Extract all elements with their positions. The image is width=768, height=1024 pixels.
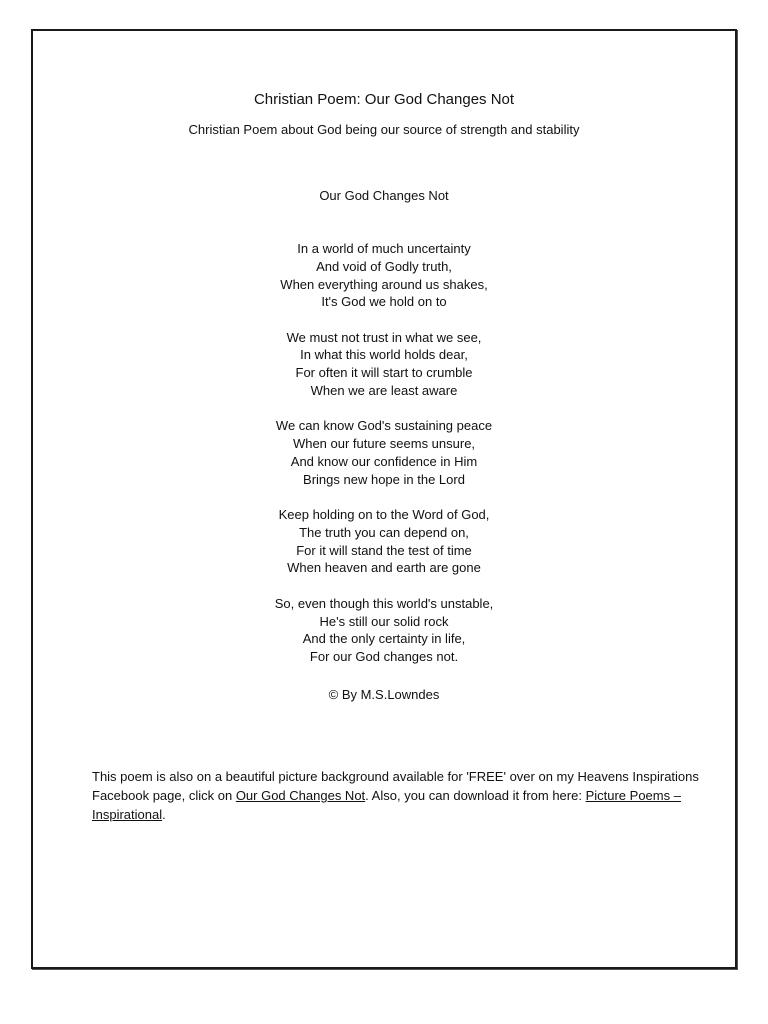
poem-line: For it will stand the test of time xyxy=(296,542,472,558)
poem-line: In what this world holds dear, xyxy=(300,347,468,363)
picture-poems-link[interactable]: Picture Poems – Inspirational xyxy=(92,788,681,822)
poem-line: So, even though this world's unstable, xyxy=(274,595,494,611)
stanza xyxy=(33,417,735,488)
stanza xyxy=(33,506,735,577)
poem-line: And know our confidence in Him xyxy=(290,453,478,469)
poem-line: It's God we hold on to xyxy=(321,294,447,310)
poem-line: For often it will start to crumble xyxy=(295,365,473,381)
poem-line: We must not trust in what we see, xyxy=(286,329,482,345)
poem-line: When we are least aware xyxy=(310,383,458,399)
poem-line: When our future seems unsure, xyxy=(292,436,476,452)
stanza xyxy=(33,329,735,400)
our-god-changes-not-link[interactable]: Our God Changes Not xyxy=(235,788,366,803)
poem-line: We can know God's sustaining peace xyxy=(275,418,493,434)
document-page xyxy=(31,29,737,969)
poem-line: The truth you can depend on, xyxy=(299,524,469,540)
stanza xyxy=(33,595,735,666)
poem-line: In a world of much uncertainty xyxy=(297,241,471,256)
page-title: Christian Poem: Our God Changes Not xyxy=(253,91,515,108)
footer-text: . xyxy=(162,807,166,822)
poem-heading: Our God Changes Not xyxy=(319,188,449,203)
poem-line: When heaven and earth are gone xyxy=(287,560,481,576)
page-subtitle: Christian Poem about God being our source of strength and stability xyxy=(188,122,580,137)
footer-text: This poem is also on a beautiful picture background available for 'FREE' over on my Heavens Inspirations Facebook page, click on xyxy=(92,769,699,803)
poem-line: And void of Godly truth, xyxy=(316,258,452,274)
footer-paragraph xyxy=(92,767,712,824)
copyright-notice: © By M.S.Lowndes xyxy=(328,687,440,702)
poem-body xyxy=(33,240,735,683)
stanza xyxy=(33,240,735,311)
footer-text: . Also, you can download it from here: xyxy=(365,788,586,803)
poem-line: He's still our solid rock xyxy=(319,613,449,629)
poem-line: Brings new hope in the Lord xyxy=(303,471,465,487)
poem-line: Keep holding on to the Word of God, xyxy=(278,507,490,523)
poem-line: When everything around us shakes, xyxy=(280,276,488,292)
poem-line: For our God changes not. xyxy=(309,649,459,665)
poem-line: And the only certainty in life, xyxy=(302,631,466,647)
